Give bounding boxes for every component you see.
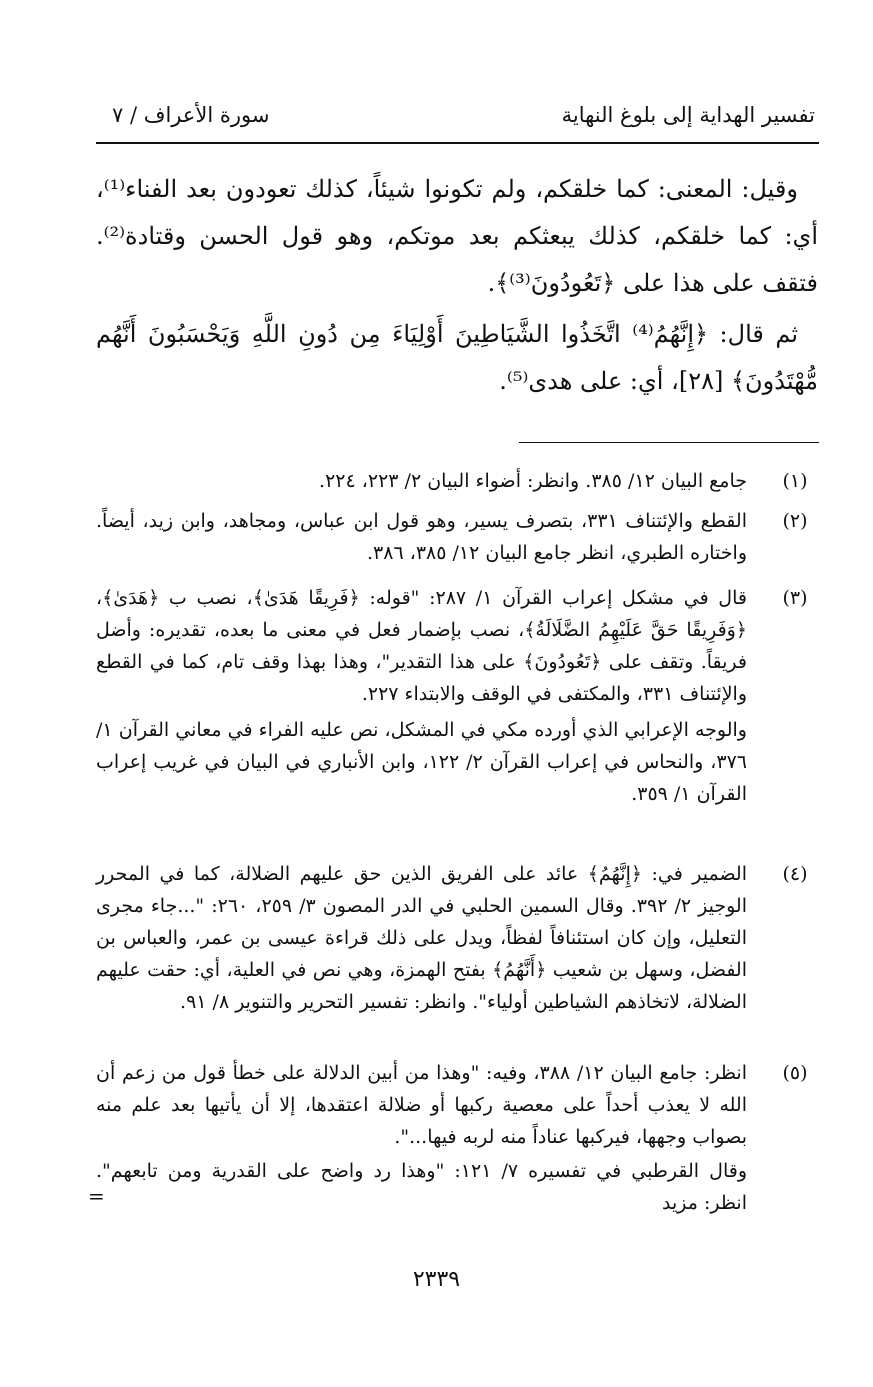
footnote-4 [96,858,821,1018]
footnote-continuation: وقال القرطبي في تفسيره ٧/ ١٢١: "وهذا رد واضح على القدرية ومن تابعهم". انظر: مزيد [96,1160,747,1214]
footnote-number: (١) [782,470,808,492]
footnote-number: (٥) [782,1062,808,1084]
footnote-text: جامع البيان ١٢/ ٣٨٥. وانظر: أضواء البيان ٢/ ٢٢٣، ٢٢٤. [319,470,747,492]
header-rule [96,142,819,144]
footnote-number: (٤) [782,863,808,885]
footnote-number: (٢) [782,510,808,532]
footnote-text: قال في مشكل إعراب القرآن ١/ ٢٨٧: "قوله: ﴿فَرِيقًا هَدَىٰ﴾، نصب ب ﴿هَدَىٰ﴾، ﴿وَفَرِيقًا حَقَّ عَلَيْهِمُ الضَّلَالَةُ﴾، نصب بإضمار فعل في معنى ما بعده، تقديره: وأضل فريقاً. وتقف على ﴿تَعُودُونَ﴾ على هذا التقدير"، وهذا بهذا وقف تام، كما في القطع والإئتناف ٣٣١، والمكتفى في الوقف والابتداء ٢٢٧. [96,587,747,705]
continuation-mark: = [88,1184,105,1208]
footnote-text: انظر: جامع البيان ١٢/ ٣٨٨، وفيه: "وهذا من أبين الدلالة على خطأ قول من زعم أن الله لا يعذب أحداً على معصية ركبها أو ضلالة اعتقدها، إلا أن يأتيها بعد علم منه بصواب وجهها، فيركبها عناداً منه لربه فيها...". [96,1062,747,1148]
running-head-surah: سورة الأعراف / ٧ [112,103,270,127]
footnote-continuation: والوجه الإعرابي الذي أورده مكي في المشكل، نص عليه الفراء في معاني القرآن ١/ ٣٧٦، والنحاس في إعراب القرآن ٢/ ١٢٢، وابن الأنباري في البيان في غريب إعراب القرآن ١/ ٣٥٩. [96,719,747,805]
page-number: ٢٣٣٩ [412,1267,461,1292]
main-paragraph-1: وقيل: المعنى: كما خلقكم، ولم تكونوا شيئاً، كذلك تعودون بعد الفناء⁽¹⁾، أي: كما خلقكم، كذلك يبعثكم بعد موتكم، وهو قول الحسن وقتادة⁽²⁾. فتقف على هذا على ﴿تَعُودُونَ⁽³⁾﴾. [96,175,818,297]
main-text [96,166,818,405]
footnote-text: الضمير في: ﴿إِنَّهُمُ﴾ عائد على الفريق الذين حق عليهم الضلالة، كما في المحرر الوجيز ٢/ ٣٩٢. وقال السمين الحلبي في الدر المصون ٣/ ٢٥٩، ٢٦٠: "...جاء مجرى التعليل، وإن كان استئنافاً لفظاً، ويدل على ذلك قراءة عيسى بن عمر، والعباس بن الفضل، وسهل بن شعيب ﴿أَنَّهُمُ﴾ بفتح الهمزة، وهي نص في العلية، أي: حقت عليهم الضلالة، لاتخاذهم الشياطين أولياء". وانظر: تفسير التحرير والتنوير ٨/ ٩١. [96,863,747,1013]
running-head-book-title: تفسير الهداية إلى بلوغ النهاية [561,103,815,127]
footnote-3 [96,582,821,810]
footnote-2 [96,505,821,569]
footnote-separator [519,442,819,443]
footnote-number: (٣) [782,587,808,609]
footnote-1 [96,465,821,497]
footnote-text: القطع والإئتناف ٣٣١، بتصرف يسير، وهو قول ابن عباس، ومجاهد، وابن زيد، أيضاً. واختاره الطبري، انظر جامع البيان ١٢/ ٣٨٥، ٣٨٦. [96,510,747,564]
main-paragraph-2: ثم قال: ﴿إِنَّهُمُ⁽⁴⁾ اتَّخَذُوا الشَّيَاطِينَ أَوْلِيَاءَ مِن دُونِ اللَّهِ وَيَحْسَبُونَ أَنَّهُم مُّهْتَدُونَ﴾ [٢٨]، أي: على هدى⁽⁵⁾. [96,320,818,395]
footnote-5 [96,1057,821,1219]
